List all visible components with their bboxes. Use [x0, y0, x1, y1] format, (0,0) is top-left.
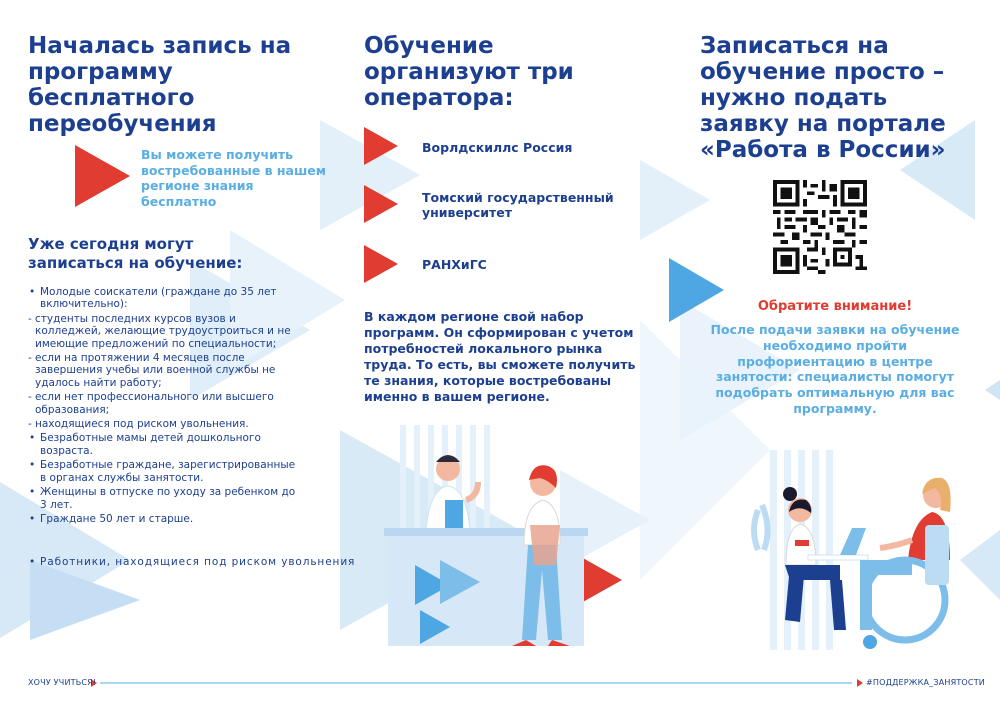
- operator-item: [400, 254, 630, 274]
- bg-triangle: [960, 530, 1000, 600]
- list-item: - студенты последних курсов вузов и колледжей, желающие трудоустроиться и не имеющие предложений по специальности;: [27, 313, 297, 350]
- consultation-illustration: [754, 450, 951, 650]
- operator-label: РАНХиГС: [422, 256, 487, 272]
- eligibility-list: [27, 286, 297, 527]
- red-play-icon: [364, 245, 398, 283]
- operator-label: Ворлдскиллс Россия: [422, 139, 573, 155]
- list-item: • Молодые соискатели (граждане до 35 лет включительно):: [27, 286, 297, 311]
- list-item-last: • Работники, находящиеся под риском увольнения: [29, 556, 356, 568]
- col2-paragraph: В каждом регионе свой набор программ. Он сформирован с учетом потребностей локального рынка труда. То есть, вы сможете получить те знания, которые востребованы именно в вашем регионе.: [364, 309, 636, 404]
- col1-title: Началась запись на программу бесплатного переобучения: [28, 33, 292, 137]
- footer-right-arrow: [857, 679, 863, 687]
- list-item: • Женщины в отпуске по уходу за ребенком до 3 лет.: [27, 486, 297, 511]
- footer-right-text: #ПОДДЕРЖКА_ЗАНЯТОСТИ: [866, 678, 985, 687]
- list-item-last-text: Работники, находящиеся под риском увольнения: [40, 556, 356, 568]
- list-item: - находящиеся под риском увольнения.: [27, 418, 297, 430]
- operator-item: [400, 137, 630, 157]
- col3-title: Записаться на обучение просто – нужно подать заявку на портале «Работа в России»: [700, 33, 946, 163]
- operator-label: Томский государственный университет: [422, 190, 614, 220]
- col1-subtitle: Уже сегодня могут записаться на обучение:: [28, 235, 243, 272]
- list-item: • Граждане 50 лет и старше.: [27, 513, 297, 525]
- list-item: - если нет профессионального или высшего образования;: [27, 391, 297, 416]
- footer-left-text: ХОЧУ УЧИТЬСЯ!: [28, 678, 97, 687]
- red-play-icon: [75, 145, 130, 207]
- qr-code-icon[interactable]: [773, 180, 867, 274]
- bg-triangle: [640, 160, 710, 240]
- list-item: - если на протяжении 4 месяцев после завершения учебы или военной службы не удалось найти работу;: [27, 352, 297, 389]
- col2-title: Обучение организуют три оператора:: [364, 33, 574, 111]
- bg-triangle: [985, 380, 1000, 400]
- col1-callout: Вы можете получить востребованные в нашем регионе знания бесплатно: [141, 147, 326, 209]
- attention-label: Обратите внимание!: [757, 299, 913, 314]
- col3-note: После подачи заявки на обучение необходимо пройти профориентацию в центре занятости: специалисты помогут подобрать оптимальную для вас программу.: [710, 322, 960, 416]
- operator-item: [400, 189, 630, 221]
- reception-illustration: [384, 425, 588, 646]
- list-item: • Безработные граждане, зарегистрированные в органах службы занятости.: [27, 459, 297, 484]
- list-item: • Безработные мамы детей дошкольного возраста.: [27, 432, 297, 457]
